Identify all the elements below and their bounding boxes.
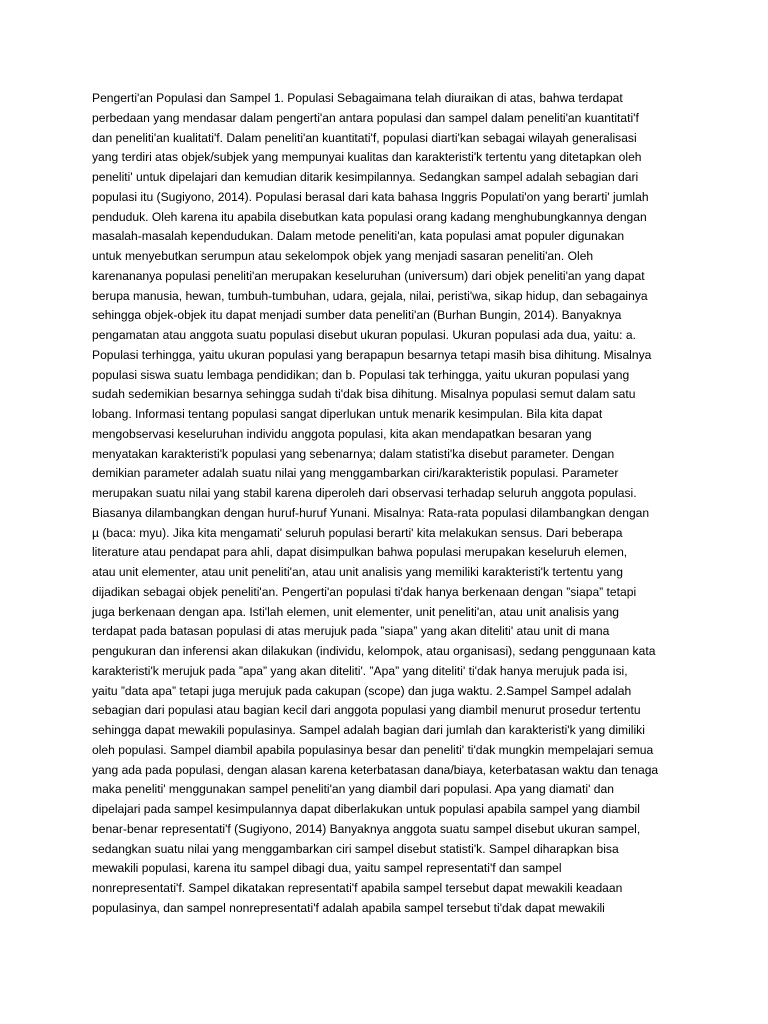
text-line: sudah sedemikian besarnya sehingga sudah ti'dak bisa dihitung. Misalnya populasi semut dalam satu (92, 387, 636, 402)
text-line: sehingga objek-objek itu dapat menjadi sumber data peneliti'an (Burhan Bungin, 2014). Banyaknya (92, 308, 622, 323)
text-line: populasi siswa suatu lembaga pendidikan; dan b. Populasi tak terhingga, yaitu ukuran populasi yang (92, 367, 630, 382)
text-line: peneliti' untuk dipelajari dan kemudian ditarik kesimpilannya. Sedangkan sampel adalah sebagian dari (92, 170, 639, 184)
text-line: Biasanya dilambangkan dengan huruf-huruf Yunani. Misalnya: Rata-rata populasi dilambangkan dengan (92, 505, 650, 520)
text-line: sedangkan suatu nilai yang menggambarkan ciri sampel disebut statisti'k. Sampel diharapkan bisa (92, 841, 619, 856)
text-line: Pengerti'an Populasi dan Sampel 1. Populasi Sebagaimana telah diuraikan di atas, bahwa terdapat (92, 91, 623, 105)
text-line: menyatakan karakteristi'k populasi yang sebenarnya; dalam statisti'ka disebut parameter. Dengan (92, 446, 615, 461)
text-line: sehingga dapat mewakili populasinya. Sampel adalah bagian dari jumlah dan karakteristi'k yang dimiliki (92, 723, 645, 737)
text-line: populasinya, dan sampel nonrepresentati'f adalah apabila sampel tersebut ti'dak dapat mewakili (92, 900, 605, 915)
text-line: masalah-masalah kependudukan. Dalam metode peneliti'an, kata populasi amat populer digunakan (92, 229, 625, 244)
text-line: yang ada pada populasi, dengan alasan karena keterbatasan dana/biaya, keterbatasan waktu dan tenaga (92, 762, 659, 777)
text-line: yang terdiri atas objek/subjek yang mempunyai kualitas dan karakteristi'k tertentu yang ditetapkan oleh (92, 150, 642, 165)
text-line: benar-benar representati'f (Sugiyono, 2014) Banyaknya anggota suatu sampel disebut ukuran sampel, (92, 821, 641, 836)
text-line: juga berkenaan dengan apa. Isti'lah elemen, unit elementer, unit peneliti'an, atau unit analisis yang (92, 604, 620, 619)
text-line: dan peneliti'an kualitati'f. Dalam peneliti'an kuantitati'f, populasi diarti'kan sebagai wilayah generalisasi (92, 130, 637, 145)
text-line: sebagian dari populasi atau bagian kecil dari anggota populasi yang diambil menurut prosedur tertentu (92, 703, 641, 718)
text-line: untuk menyebutkan serumpun atau sekelompok objek yang menjadi sasaran peneliti'an. Oleh (92, 249, 594, 263)
text-line: merupakan suatu nilai yang stabil karena diperoleh dari observasi terhadap seluruh anggota populasi. (92, 486, 637, 500)
text-line: nonrepresentati'f. Sampel dikatakan representati'f apabila sampel tersebut dapat mewakili keadaan (92, 881, 623, 895)
text-line: oleh populasi. Sampel diambil apabila populasinya besar dan peneliti' ti'dak mungkin mempelajari semua (92, 742, 654, 757)
text-line: demikian parameter adalah suatu nilai yang menggambarkan ciri/karakteristik populasi. Parameter (92, 466, 619, 481)
text-line: populasi itu (Sugiyono, 2014). Populasi berasal dari kata bahasa Inggris Populati'on yang berarti' jumlah (92, 189, 649, 204)
text-line: pengamatan atau anggota suatu populasi disebut ukuran populasi. Ukuran populasi ada dua, yaitu: a. (92, 328, 636, 342)
text-line: literature atau pendapat para ahli, dapat disimpulkan bahwa populasi merupakan keseluruh elemen, (92, 545, 628, 560)
text-line: dijadikan sebagai objek peneliti'an. Pengerti'an populasi ti'dak hanya berkenaan dengan ”siapa” tetapi (92, 584, 637, 599)
text-line: mengobservasi keseluruhan individu anggota populasi, kita akan mendapatkan besaran yang (92, 426, 592, 441)
text-line: mewakili populasi, karena itu sampel dibagi dua, yaitu sampel representati'f dan sampel (92, 861, 562, 876)
text-line: berupa manusia, hewan, tumbuh-tumbuhan, udara, gejala, nilai, peristi'wa, sikap hidup, dan sebagainya (92, 288, 648, 303)
text-line: penduduk. Oleh karena itu apabila disebutkan kata populasi orang kadang menghubungkannya dengan (92, 209, 647, 224)
text-line: karakteristi'k merujuk pada ”apa” yang akan diteliti'. ”Apa” yang diteliti' ti'dak hanya merujuk pada isi, (92, 663, 628, 678)
text-line: karenananya populasi peneliti'an merupakan keseluruhan (universum) dari objek peneliti'an yang dapat (92, 268, 645, 283)
text-line: yaitu ”data apa” tetapi juga merujuk pada cakupan (scope) dan juga waktu. 2.Sampel Sampel adalah (92, 683, 632, 698)
text-line: dipelajari pada sampel kesimpulannya dapat diberlakukan untuk populasi apabila sampel yang diambil (92, 802, 640, 816)
body-text (92, 89, 682, 919)
text-line: Populasi terhingga, yaitu ukuran populasi yang berapapun besarnya tetapi masih bisa dihitung. Misalnya (92, 347, 652, 362)
text-line: maka peneliti' menggunakan sampel peneliti'an yang diambil dari populasi. Apa yang diamati' dan (92, 782, 614, 797)
text-line: pengukuran dan inferensi akan dilakukan (individu, kelompok, atau organisasi), sedang penggunaan kata (92, 644, 656, 658)
text-line: atau unit elementer, atau unit peneliti'an, atau unit analisis yang memiliki karakteristi'k tertentu yang (92, 565, 623, 579)
text-line: lobang. Informasi tentang populasi sangat diperlukan untuk menarik kesimpulan. Bila kita dapat (92, 407, 603, 421)
text-line: terdapat pada batasan populasi di atas merujuk pada ”siapa” yang akan diteliti' atau unit di mana (92, 624, 610, 639)
text-line: perbedaan yang mendasar dalam pengerti'an antara populasi dan sampel dalam peneliti'an kuantitati'f (92, 110, 639, 125)
text-line: µ (baca: myu). Jika kita mengamati' seluruh populasi berarti' kita melakukan sensus. Dari beberapa (92, 525, 623, 540)
